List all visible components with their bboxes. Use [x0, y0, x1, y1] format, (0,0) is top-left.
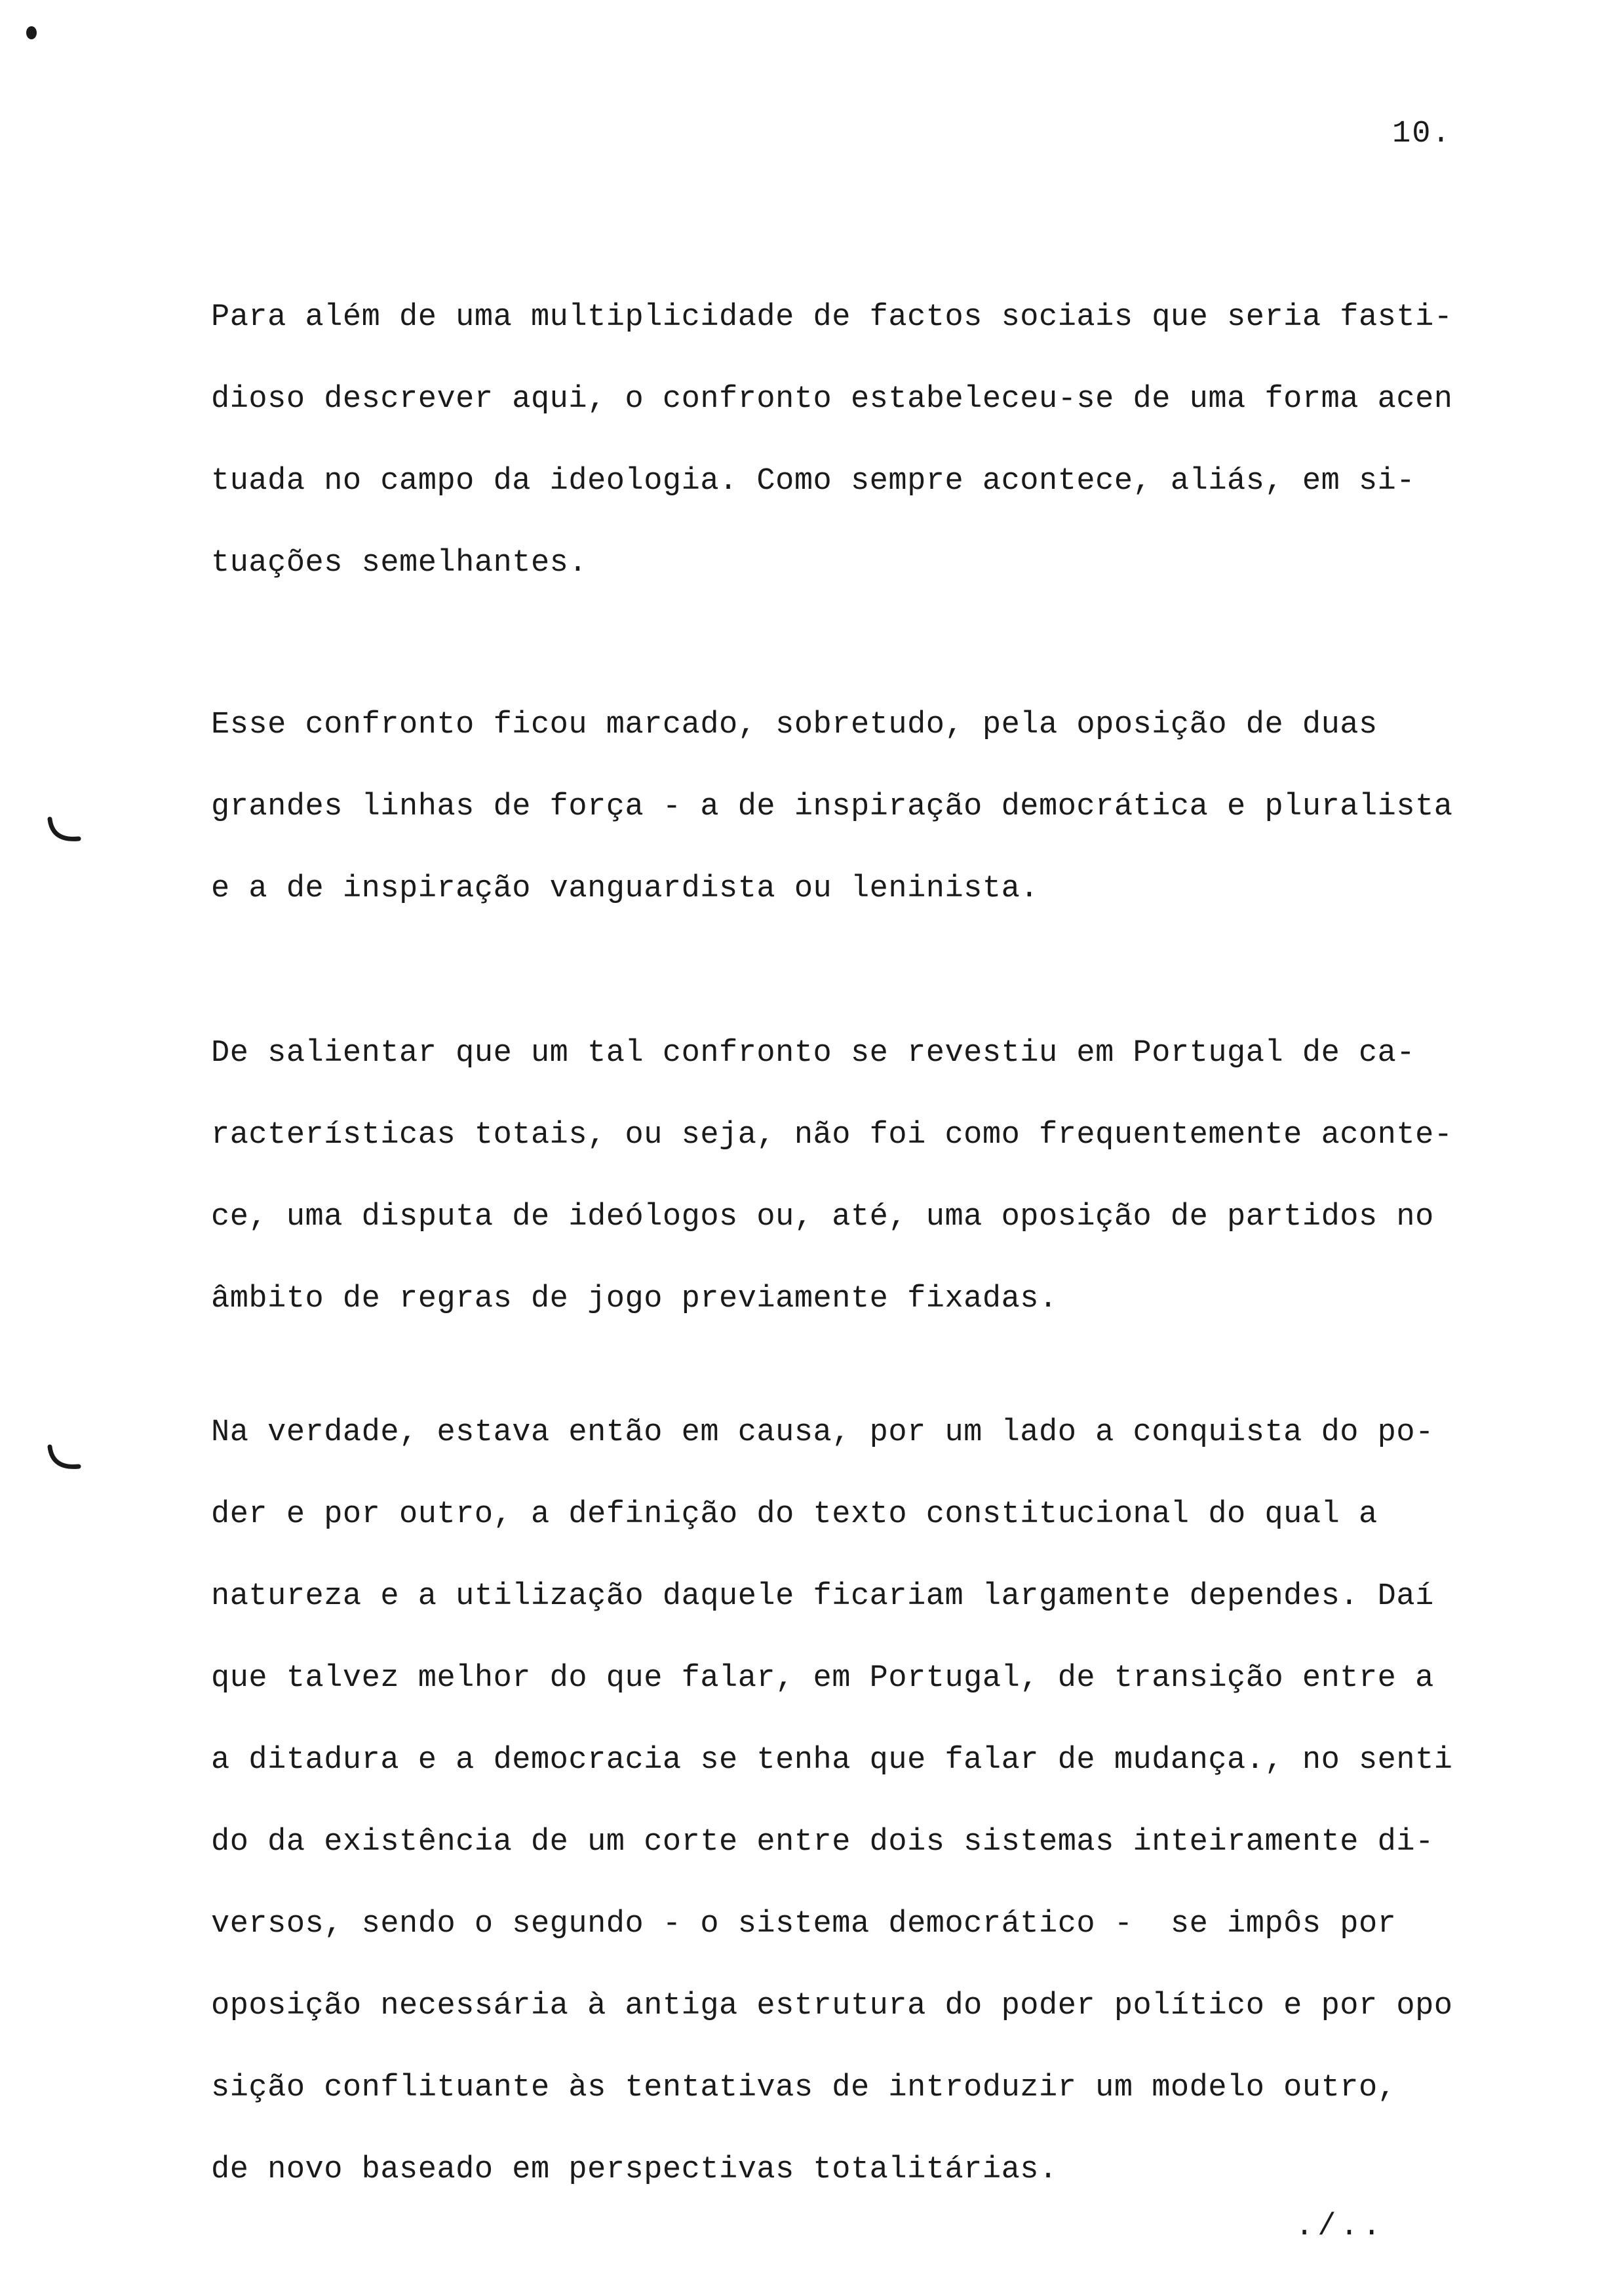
text-line: Esse confronto ficou marcado, sobretudo, pela oposição de duas: [211, 708, 1378, 742]
text-line: a ditadura e a democracia se tenha que falar de mudança., no senti: [211, 1743, 1453, 1778]
paragraph: [211, 684, 1528, 930]
paragraph: [211, 1012, 1528, 1340]
text-line: oposição necessária à antiga estrutura do poder político e por opo: [211, 1989, 1453, 2023]
text-line: do da existência de um corte entre dois sistemas inteiramente di-: [211, 1825, 1434, 1860]
paragraph: [211, 277, 1528, 604]
text-line: Na verdade, estava então em causa, por um lado a conquista do po-: [211, 1415, 1434, 1450]
text-line: Para além de uma multiplicidade de factos sociais que seria fasti-: [211, 300, 1453, 335]
text-line: que talvez melhor do que falar, em Portugal, de transição entre a: [211, 1661, 1434, 1696]
text-line: versos, sendo o segundo - o sistema democrático - se impôs por: [211, 1907, 1397, 1942]
continuation-marker: ./..: [1295, 2210, 1385, 2244]
paragraph: [211, 1392, 1528, 2211]
text-line: sição conflituante às tentativas de introduzir um modelo outro,: [211, 2071, 1397, 2105]
text-line: De salientar que um tal confronto se revestiu em Portugal de ca-: [211, 1036, 1416, 1071]
page-number: 10.: [1392, 117, 1452, 151]
text-line: der e por outro, a definição do texto constitucional do qual a: [211, 1497, 1378, 1532]
margin-dot-mark: [26, 26, 37, 39]
text-line: grandes linhas de força - a de inspiração democrática e pluralista: [211, 790, 1453, 824]
text-line: e a de inspiração vanguardista ou leninista.: [211, 871, 1040, 906]
text-line: tuações semelhantes.: [211, 546, 588, 581]
text-line: dioso descrever aqui, o confronto estabeleceu-se de uma forma acen: [211, 382, 1453, 417]
margin-arc-mark: [46, 813, 83, 849]
text-line: de novo baseado em perspectivas totalitárias.: [211, 2152, 1058, 2187]
text-line: natureza e a utilização daquele ficariam largamente dependes. Daí: [211, 1579, 1434, 1614]
text-line: ce, uma disputa de ideólogos ou, até, uma oposição de partidos no: [211, 1200, 1434, 1234]
text-line: tuada no campo da ideologia. Como sempre acontece, aliás, em si-: [211, 464, 1416, 499]
text-line: racterísticas totais, ou seja, não foi como frequentemente aconte-: [211, 1118, 1453, 1153]
text-line: âmbito de regras de jogo previamente fixadas.: [211, 1282, 1058, 1316]
margin-arc-mark: [46, 1440, 83, 1477]
